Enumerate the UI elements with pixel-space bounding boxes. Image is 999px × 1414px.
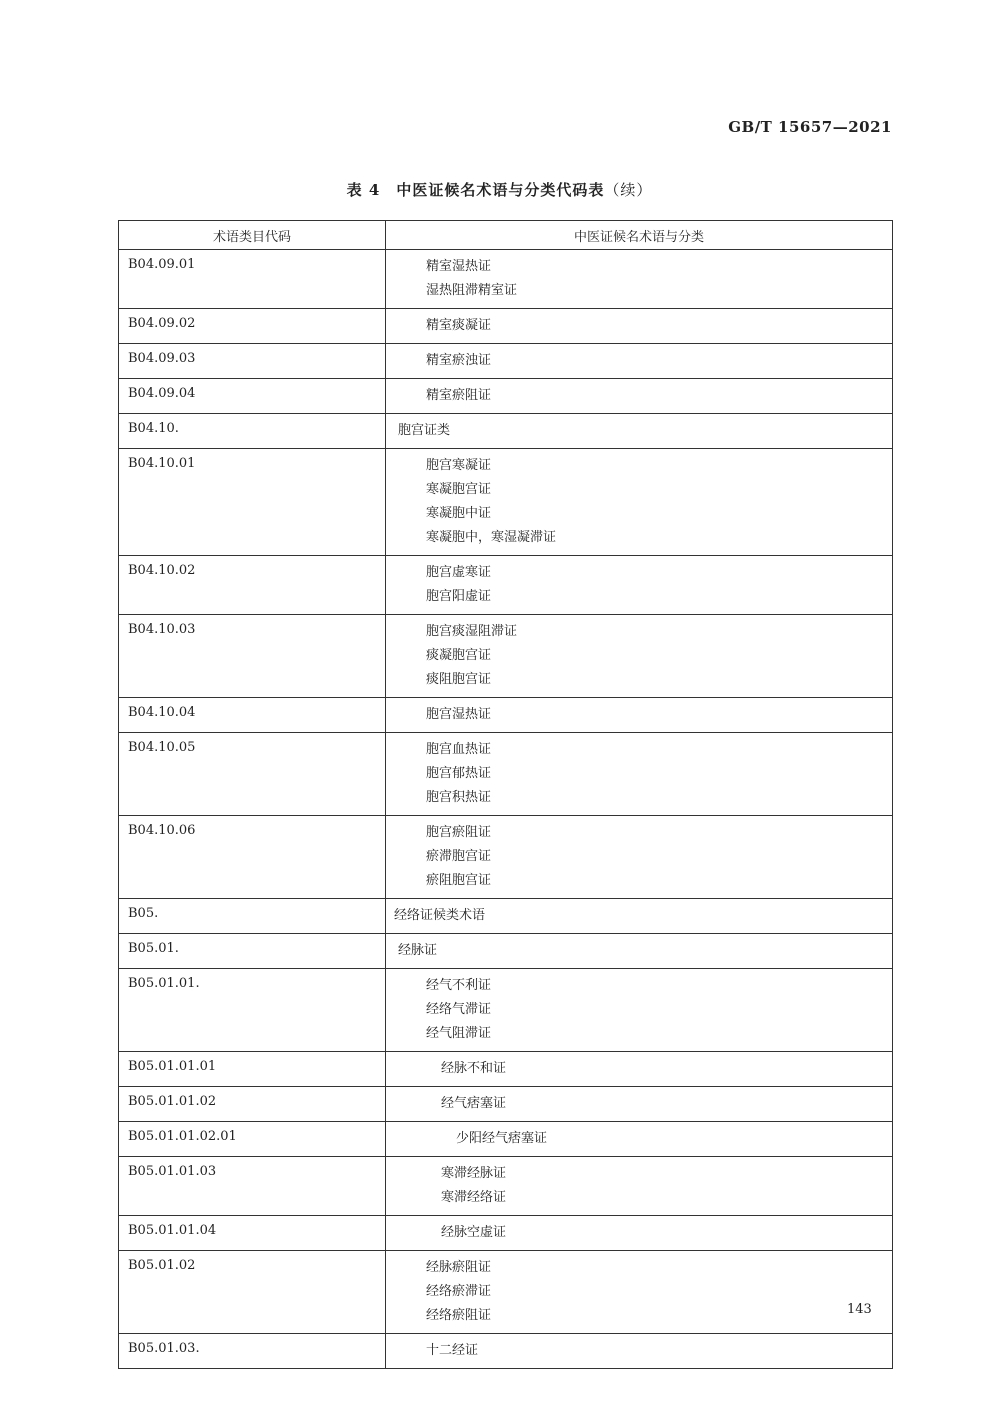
term-cell (386, 698, 893, 733)
syndrome-term: 胞宫痰湿阻滞证 (426, 624, 518, 639)
table-body (119, 250, 893, 1369)
term-cell (386, 1251, 893, 1334)
table-title-text: 表 4 中医证候名术语与分类代码表 (346, 181, 605, 199)
category-code: B04.09.02 (119, 309, 386, 344)
table-header-row (119, 221, 893, 250)
category-code: B04.10.01 (119, 449, 386, 556)
table-title (0, 179, 999, 200)
category-code: B04.10.03 (119, 615, 386, 698)
category-code: B04.10.04 (119, 698, 386, 733)
category-code: B05.01. (119, 934, 386, 969)
syndrome-term: 胞宫证类 (398, 423, 451, 438)
syndrome-term: 经气不利证 (426, 978, 492, 993)
table-row (119, 615, 893, 698)
category-code: B05. (119, 899, 386, 934)
syndrome-term: 胞宫虚寒证 (426, 565, 492, 580)
category-code: B04.10. (119, 414, 386, 449)
syndrome-term: 寒滞经脉证 (441, 1166, 507, 1181)
term-cell (386, 556, 893, 615)
syndrome-term: 寒凝胞中证 (426, 506, 492, 521)
table-row (119, 1216, 893, 1251)
category-code: B05.01.01.01 (119, 1052, 386, 1087)
syndrome-term: 精室瘀浊证 (426, 353, 492, 368)
syndrome-term: 湿热阻滞精室证 (426, 283, 518, 298)
syndrome-term: 经络证候类术语 (394, 908, 486, 923)
syndrome-term: 胞宫阳虚证 (426, 589, 492, 604)
term-cell (386, 1157, 893, 1216)
term-cell (386, 414, 893, 449)
category-code: B05.01.02 (119, 1251, 386, 1334)
syndrome-term: 痰阻胞宫证 (426, 672, 492, 687)
syndrome-term: 经脉瘀阻证 (426, 1260, 492, 1275)
syndrome-term: 胞宫寒凝证 (426, 458, 492, 473)
term-cell (386, 1122, 893, 1157)
syndrome-term: 少阳经气痞塞证 (456, 1131, 548, 1146)
term-cell (386, 250, 893, 309)
table-row (119, 250, 893, 309)
term-cell (386, 449, 893, 556)
syndrome-term: 瘀阻胞宫证 (426, 873, 492, 888)
category-code: B05.01.01.02.01 (119, 1122, 386, 1157)
table-row (119, 379, 893, 414)
term-cell (386, 1087, 893, 1122)
table-row (119, 733, 893, 816)
category-code: B04.10.02 (119, 556, 386, 615)
column-header-code: 术语类目代码 (119, 221, 386, 250)
table-row (119, 816, 893, 899)
table-row (119, 899, 893, 934)
term-cell (386, 816, 893, 899)
syndrome-term: 精室瘀阻证 (426, 388, 492, 403)
table-row (119, 556, 893, 615)
syndrome-term: 胞宫血热证 (426, 742, 492, 757)
syndrome-term: 胞宫郁热证 (426, 766, 492, 781)
syndrome-term: 寒凝胞中，寒湿凝滞证 (426, 530, 557, 545)
table-row (119, 1251, 893, 1334)
syndrome-term: 经络瘀阻证 (426, 1308, 492, 1323)
term-cell (386, 615, 893, 698)
term-cell (386, 934, 893, 969)
syndrome-term: 精室痰凝证 (426, 318, 492, 333)
table-row (119, 1334, 893, 1369)
term-cell (386, 309, 893, 344)
category-code: B05.01.01.03 (119, 1157, 386, 1216)
syndrome-term: 经络气滞证 (426, 1002, 492, 1017)
term-cell (386, 344, 893, 379)
category-code: B04.10.05 (119, 733, 386, 816)
table-row (119, 1087, 893, 1122)
syndrome-term: 经气痞塞证 (441, 1096, 507, 1111)
syndrome-term: 痰凝胞宫证 (426, 648, 492, 663)
term-cell (386, 1216, 893, 1251)
standard-code: GB/T 15657—2021 (728, 118, 892, 136)
syndrome-term: 经脉证 (398, 943, 438, 958)
syndrome-term: 经气阻滞证 (426, 1026, 492, 1041)
category-code: B05.01.01.04 (119, 1216, 386, 1251)
syndrome-term: 精室湿热证 (426, 259, 492, 274)
table-row (119, 414, 893, 449)
table-row (119, 1052, 893, 1087)
syndrome-term: 寒凝胞宫证 (426, 482, 492, 497)
table-row (119, 449, 893, 556)
table-row (119, 309, 893, 344)
syndrome-term: 经络瘀滞证 (426, 1284, 492, 1299)
table-row (119, 698, 893, 733)
code-table (118, 220, 893, 1369)
term-cell (386, 1052, 893, 1087)
syndrome-term: 十二经证 (426, 1343, 479, 1358)
category-code: B05.01.01. (119, 969, 386, 1052)
table-row (119, 1122, 893, 1157)
category-code: B05.01.03. (119, 1334, 386, 1369)
category-code: B04.10.06 (119, 816, 386, 899)
table-row (119, 969, 893, 1052)
syndrome-term: 寒滞经络证 (441, 1190, 507, 1205)
term-cell (386, 1334, 893, 1369)
syndrome-term: 经脉空虚证 (441, 1225, 507, 1240)
term-cell (386, 379, 893, 414)
table-title-continued: （续） (604, 181, 653, 199)
category-code: B04.09.03 (119, 344, 386, 379)
category-code: B04.09.01 (119, 250, 386, 309)
table-row (119, 344, 893, 379)
page-number: 143 (847, 1302, 872, 1317)
term-cell (386, 969, 893, 1052)
category-code: B04.09.04 (119, 379, 386, 414)
syndrome-term: 胞宫积热证 (426, 790, 492, 805)
table-row (119, 1157, 893, 1216)
column-header-terms: 中医证候名术语与分类 (386, 221, 893, 250)
category-code: B05.01.01.02 (119, 1087, 386, 1122)
syndrome-term: 瘀滞胞宫证 (426, 849, 492, 864)
term-cell (386, 733, 893, 816)
term-cell (386, 899, 893, 934)
syndrome-term: 胞宫湿热证 (426, 707, 492, 722)
table-row (119, 934, 893, 969)
syndrome-term: 胞宫瘀阻证 (426, 825, 492, 840)
syndrome-term: 经脉不和证 (441, 1061, 507, 1076)
